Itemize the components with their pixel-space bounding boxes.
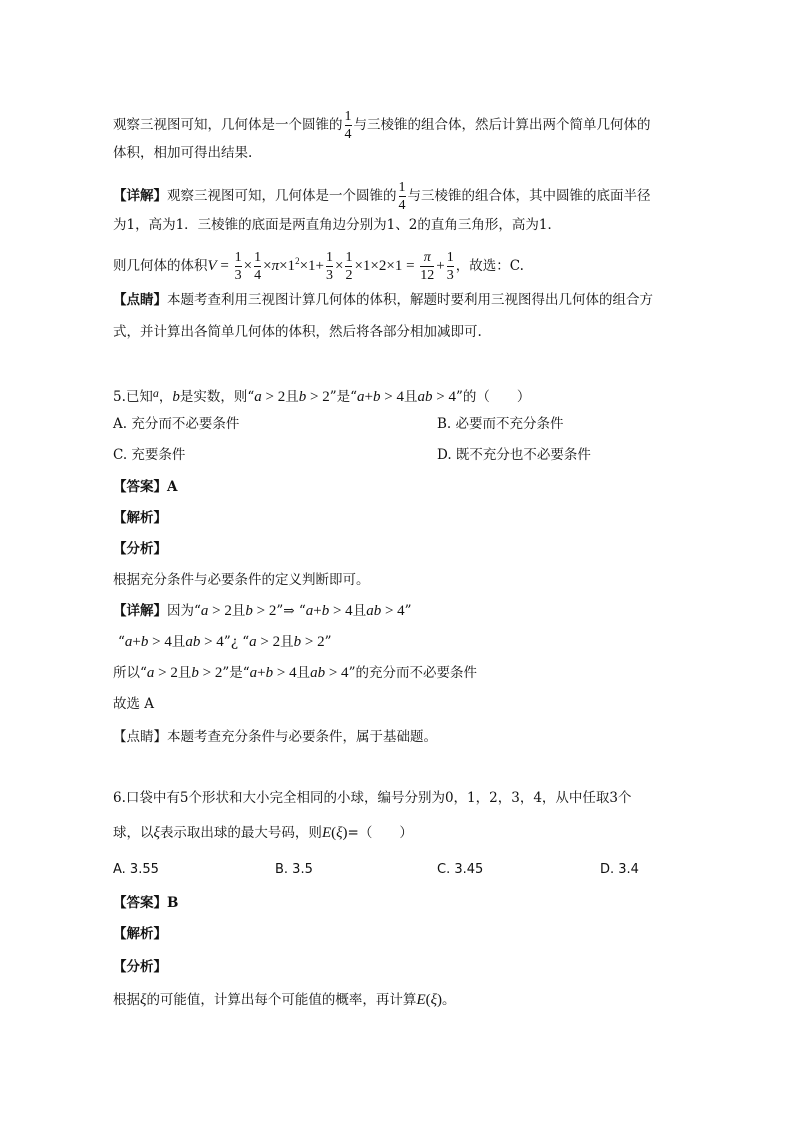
q5-detail-line-2: “a+b > 4且ab > 4”¿ “a > 2且b > 2” xyxy=(118,634,332,650)
text: ”⇒ “ xyxy=(276,603,306,619)
q5-detail-line-1: 【详解】因为“a > 2且b > 2”⇒ “a+b > 4且ab > 4” xyxy=(113,603,412,619)
q6-fenxi-text: 根据ξ的可能值，计算出每个可能值的概率，再计算E(ξ)。 xyxy=(113,992,456,1008)
text: 表示取出球的最大号码，则 xyxy=(159,825,322,841)
text: ”是“ xyxy=(222,665,250,681)
text: 是实数，则“ xyxy=(179,389,255,405)
text: 根据 xyxy=(113,992,140,1008)
detail-line-1 xyxy=(113,179,651,214)
q5-answer: 【答案】A xyxy=(113,479,178,495)
text: ，故选：C. xyxy=(455,258,524,274)
text: ”的充分而不必要条件 xyxy=(348,665,477,681)
para-1-line-1 xyxy=(113,108,651,143)
text: 因为“ xyxy=(167,603,201,619)
q5-option-b[interactable]: B. 必要而不充分条件 xyxy=(437,416,564,432)
q5-option-a[interactable]: A. 充分而不必要条件 xyxy=(113,416,240,432)
q6-answer: 【答案】B xyxy=(113,895,179,911)
q5-fenxi: 【分析】 xyxy=(113,541,167,557)
dianjing-line-1 xyxy=(113,290,653,310)
q5-option-c[interactable]: C. 充要条件 xyxy=(113,447,186,463)
text: “ xyxy=(118,634,125,650)
text: ”的（ ） xyxy=(455,389,531,405)
text: ”¿ “ xyxy=(223,634,250,650)
q6-stem-line-1: 6.口袋中有5个形状和大小完全相同的小球，编号分别为0，1，2，3，4，从中任取3个 xyxy=(113,790,632,806)
q5-fenxi-text: 根据充分条件与必要条件的定义判断即可。 xyxy=(113,572,370,588)
text: 与三棱锥的组合体，然后计算出两个简单几何体的 xyxy=(353,117,651,133)
fraction-quarter: $\frac{1}{4}$ xyxy=(344,109,352,142)
volume-formula: V xyxy=(207,258,217,274)
text: 则几何体的体积 xyxy=(113,258,208,274)
text: 的可能值，计算出每个可能值的概率，再计算 xyxy=(146,992,417,1008)
text: 所以“ xyxy=(113,665,147,681)
fraction-quarter: $\frac{1}{4}$ xyxy=(398,180,406,213)
text: ” xyxy=(324,634,332,650)
text: ”是“ xyxy=(329,389,358,405)
text: 球，以 xyxy=(113,825,154,841)
q6-option-a[interactable]: A. 3.55 xyxy=(113,862,159,877)
dianjing-tag: 【点睛】 xyxy=(113,292,167,308)
q6-stem-line-2: 球，以ξ表示取出球的最大号码，则E(ξ)=（ ） xyxy=(113,825,413,841)
q6-option-b[interactable]: B. 3.5 xyxy=(275,862,313,877)
detail-tag: 【详解】 xyxy=(113,188,167,204)
q5-option-d[interactable]: D. 既不充分也不必要条件 xyxy=(437,447,591,463)
para-1-line-2: 体积，相加可得出结果. xyxy=(113,145,253,161)
q6-option-d[interactable]: D. 3.4 xyxy=(600,862,639,877)
q6-option-c[interactable]: C. 3.45 xyxy=(437,862,484,877)
q5-stem: 5.已知a，b是实数，则“a > 2且b > 2”是“a+b > 4且ab > 4”的（ ） xyxy=(113,386,531,405)
detail-line-3: 则几何体的体积V = $\frac{1}{3}$ × $\frac{1}{4}$ $\times\pi\times 1^2\times 1+$ $\frac{1}{3}$ × $\frac{1}{2}$ ×1×2×1 = $\frac{\pi}{12}$ + $\frac{1}{3}$ ，故选：C. xyxy=(113,250,524,283)
dianjing-line-2: 式，并计算出各简单几何体的体积，然后将各部分相加减即可. xyxy=(113,324,482,340)
text: 观察三视图可知，几何体是一个圆锥的 xyxy=(167,188,397,204)
text: ， xyxy=(158,389,173,405)
q5-guxuan: 故选 A xyxy=(113,696,155,712)
q5-detail-line-3: 所以“a > 2且b > 2”是“a+b > 4且ab > 4”的充分而不必要条件 xyxy=(113,665,477,681)
q6-fenxi: 【分析】 xyxy=(113,959,167,975)
text: ” xyxy=(404,603,412,619)
q5-dianjing: 【点睛】本题考查充分条件与必要条件，属于基础题。 xyxy=(113,729,437,745)
text: 与三棱锥的组合体，其中圆锥的底面半径 xyxy=(407,188,651,204)
text: =（ ） xyxy=(347,825,413,841)
q5-jiexi: 【解析】 xyxy=(113,510,167,526)
text: 观察三视图可知，几何体是一个圆锥的 xyxy=(113,117,343,133)
detail-tag: 【详解】 xyxy=(113,603,167,619)
detail-line-2: 为1，高为1．三棱锥的底面是两直角边分别为1、2的直角三角形，高为1． xyxy=(113,217,561,233)
q6-jiexi: 【解析】 xyxy=(113,926,167,942)
text: 5.已知 xyxy=(113,389,153,405)
text: 。 xyxy=(442,992,456,1008)
text: 本题考查利用三视图计算几何体的体积，解题时要利用三视图得出几何体的组合方 xyxy=(167,292,653,308)
